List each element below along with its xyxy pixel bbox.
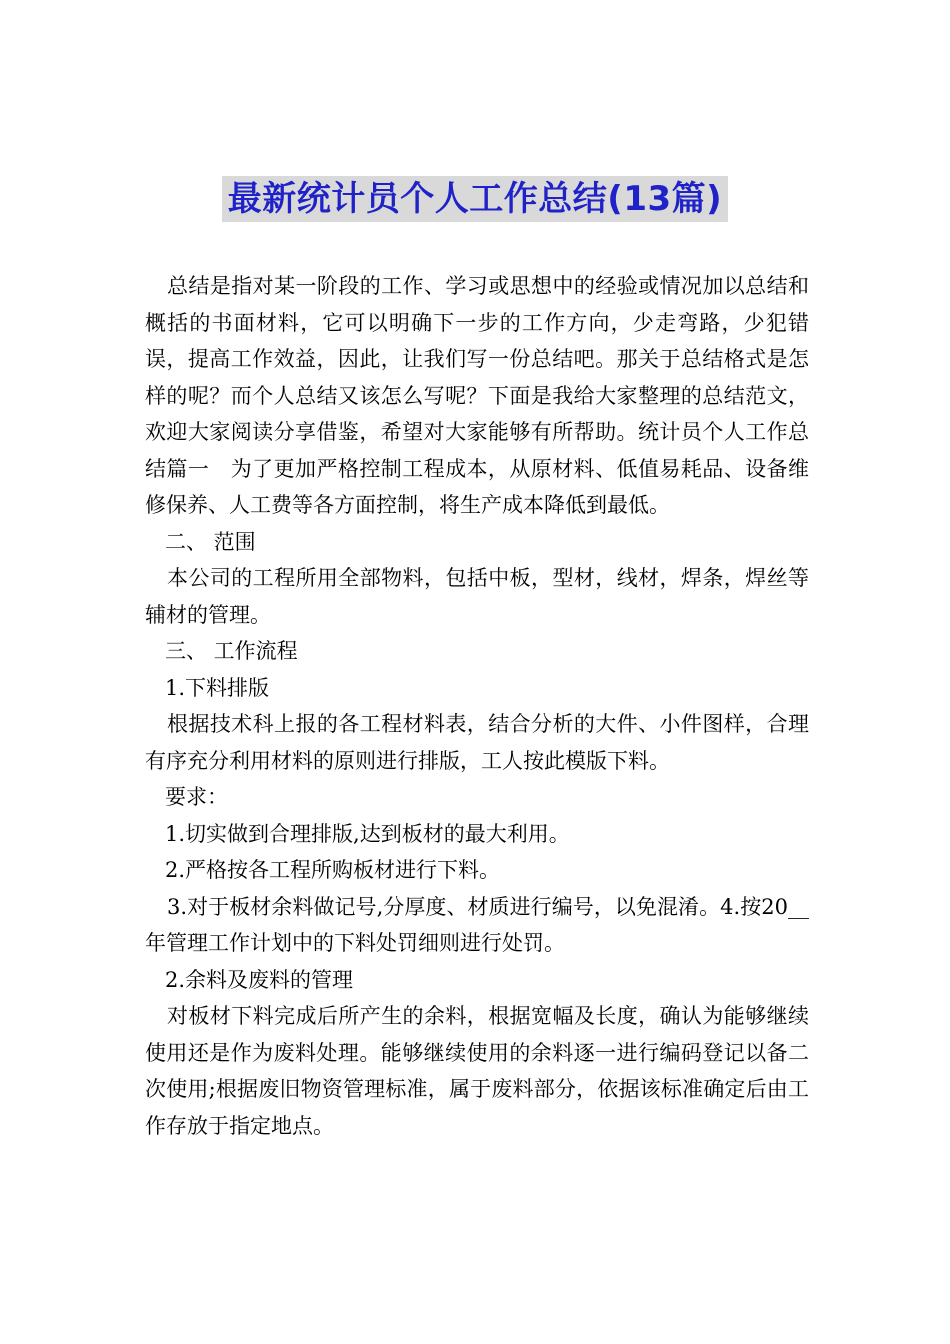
heading-scope: 二、 范围	[165, 529, 256, 554]
paragraph-leftover-management: 对板材下料完成后所产生的余料，根据宽幅及长度，确认为能够继续使用还是作为废料处理。能够继续使用的余料逐一进行编码登记以备二次使用;根据废旧物资管理标准，属于废料部分，依据该标准确定后由工作存放于指定地点。	[145, 1004, 809, 1138]
document-body	[145, 268, 809, 1144]
heading-requirements: 要求：	[165, 785, 228, 809]
requirement-item-1: 1.切实做到合理排版,达到板材的最大利用。	[165, 821, 570, 846]
heading-leftover-management: 2.余料及废料的管理	[165, 967, 354, 992]
heading-cutting-layout: 1.下料排版	[165, 675, 270, 700]
paragraph-intro: 总结是指对某一阶段的工作、学习或思想中的经验或情况加以总结和概括的书面材料，它可以明确下一步的工作方向，少走弯路，少犯错误，提高工作效益，因此，让我们写一份总结吧。那关于总结格式是怎样的呢？而个人总结又该怎么写呢？下面是我给大家整理的总结范文，欢迎大家阅读分享借鉴，希望对大家能够有所帮助。统计员个人工作总结篇一 为了更加严格控制工程成本，从原材料、低值易耗品、设备维修保养、人工费等各方面控制，将生产成本降低到最低。	[145, 274, 809, 517]
paragraph-cutting-layout: 根据技术科上报的各工程材料表，结合分析的大件、小件图样，合理有序充分利用材料的原则进行排版，工人按此模版下料。	[145, 712, 809, 773]
heading-workflow: 三、 工作流程	[165, 639, 298, 663]
paragraph-scope: 本公司的工程所用全部物料，包括中板，型材，线材，焊条，焊丝等辅材的管理。	[145, 566, 809, 627]
requirement-item-2: 2.严格按各工程所购板材进行下料。	[165, 858, 501, 882]
document-title: 最新统计员个人工作总结(13篇)	[222, 176, 728, 222]
title-container	[0, 176, 950, 222]
requirement-item-3: 3.对于板材余料做记号,分厚度、材质进行编号，以免混淆。4.按20__年管理工作计划中的下料处罚细则进行处罚。	[145, 894, 809, 955]
